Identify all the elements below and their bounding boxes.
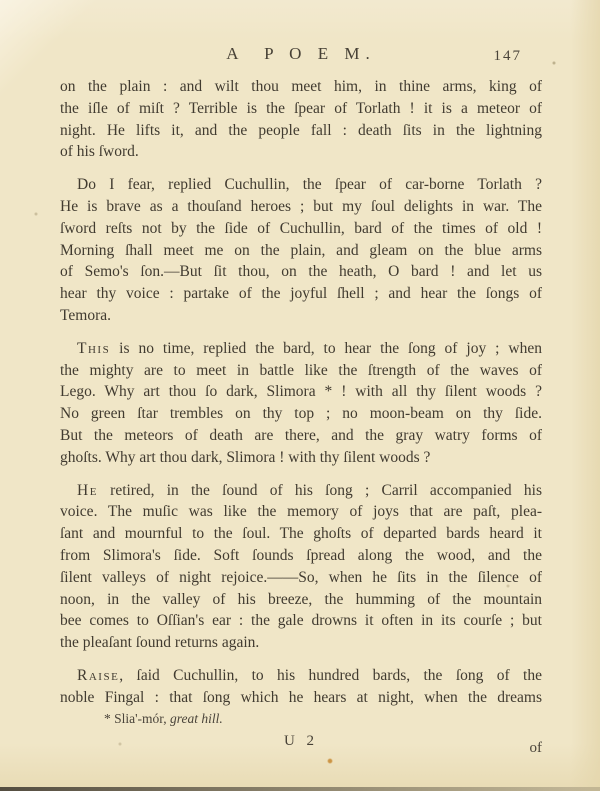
- signature-mark: U 2: [283, 733, 319, 749]
- small-caps-lead: He: [77, 481, 98, 499]
- text-line: the pleaſant ſound returns again.: [60, 634, 260, 652]
- text-line: of his ſword.: [60, 143, 139, 161]
- text-line: from Slimora's ſide. Soft ſounds ſpread along the wood, and the: [60, 546, 542, 564]
- text-block: [60, 76, 542, 720]
- page-header: [60, 44, 542, 68]
- text-line: This is no time, replied the bard, to hear the ſong of joy ; when: [77, 339, 542, 357]
- text-line: bee comes to Oſſian's ear : the gale drowns it often in its courſe ; but: [60, 612, 542, 630]
- footnote-term: Slia'-mór,: [114, 711, 167, 726]
- paragraph: [60, 174, 542, 327]
- text-line: ghoſts. Why art thou dark, Slimora ! with thy ſilent woods ?: [60, 448, 431, 466]
- text-line: night. He lifts it, and the people fall : death ſits in the lightning: [60, 121, 542, 139]
- text-line: He is brave as a thouſand heroes ; but my ſoul delights in war. The: [60, 197, 542, 215]
- running-title: A P O E M.: [226, 44, 376, 63]
- text-line: on the plain : and wilt thou meet him, in thine arms, king of: [60, 78, 542, 95]
- page-number: 147: [493, 48, 522, 64]
- text-line: noble Fingal : that ſong which he hears at night, when the dreams: [60, 688, 542, 706]
- text-line: Raise, ſaid Cuchullin, to his hundred bards, the ſong of the: [77, 666, 542, 684]
- text-line: No green ſtar trembles on thy top ; no moon-beam on thy ſide.: [60, 405, 542, 423]
- text-line: Morning ſhall meet me on the plain, and gleam on the blue arms: [60, 241, 542, 259]
- footnote-marker: *: [104, 711, 111, 726]
- paragraph: [60, 665, 542, 709]
- paragraph: [60, 76, 542, 163]
- page-bottom-edge: [0, 787, 600, 791]
- text-line: ſant and mournful to the ſoul. The ghoſts of departed bards heard it: [60, 525, 542, 543]
- text-line: Temora.: [60, 306, 111, 324]
- text-line: Do I fear, replied Cuchullin, the ſpear of car-borne Torlath ?: [77, 176, 542, 194]
- small-caps-lead: This: [77, 339, 111, 357]
- text-line: the mighty are to meet in battle like the ſtrength of the waves of: [60, 361, 542, 379]
- text-line: He retired, in the ſound of his ſong ; Carril accompanied his: [77, 481, 542, 499]
- paragraph: [60, 480, 542, 654]
- text-line: of Semo's ſon.—But ſit thou, on the heath, O bard ! and let us: [60, 263, 542, 281]
- text-line: But the meteors of death are there, and the gray watry forms of: [60, 426, 542, 444]
- text-line: hear thy voice : partake of the joyful ſhell ; and hear the ſongs of: [60, 285, 542, 303]
- text-line: Lego. Why art thou ſo dark, Slimora * ! with all thy ſilent woods ?: [60, 383, 542, 401]
- text-line: the iſle of miſt ? Terrible is the ſpear of Torlath ! it is a meteor of: [60, 99, 542, 117]
- paragraph: [60, 338, 542, 469]
- footnote-gloss: great hill.: [170, 711, 223, 726]
- text-line: ſword reſts not by the ſide of Cuchullin, bard of the times of old !: [60, 219, 542, 237]
- text-line: voice. The muſic was like the memory of joys that are paſt, plea-: [60, 503, 542, 521]
- catchword: of: [529, 740, 542, 756]
- footnote: [104, 711, 223, 727]
- text-line: noon, in the valley of his breeze, the humming of the mountain: [60, 590, 542, 608]
- text-line: ſilent valleys of night rejoice.——So, when he ſits in the ſilence of: [60, 568, 542, 586]
- small-caps-lead: Raise: [77, 666, 120, 684]
